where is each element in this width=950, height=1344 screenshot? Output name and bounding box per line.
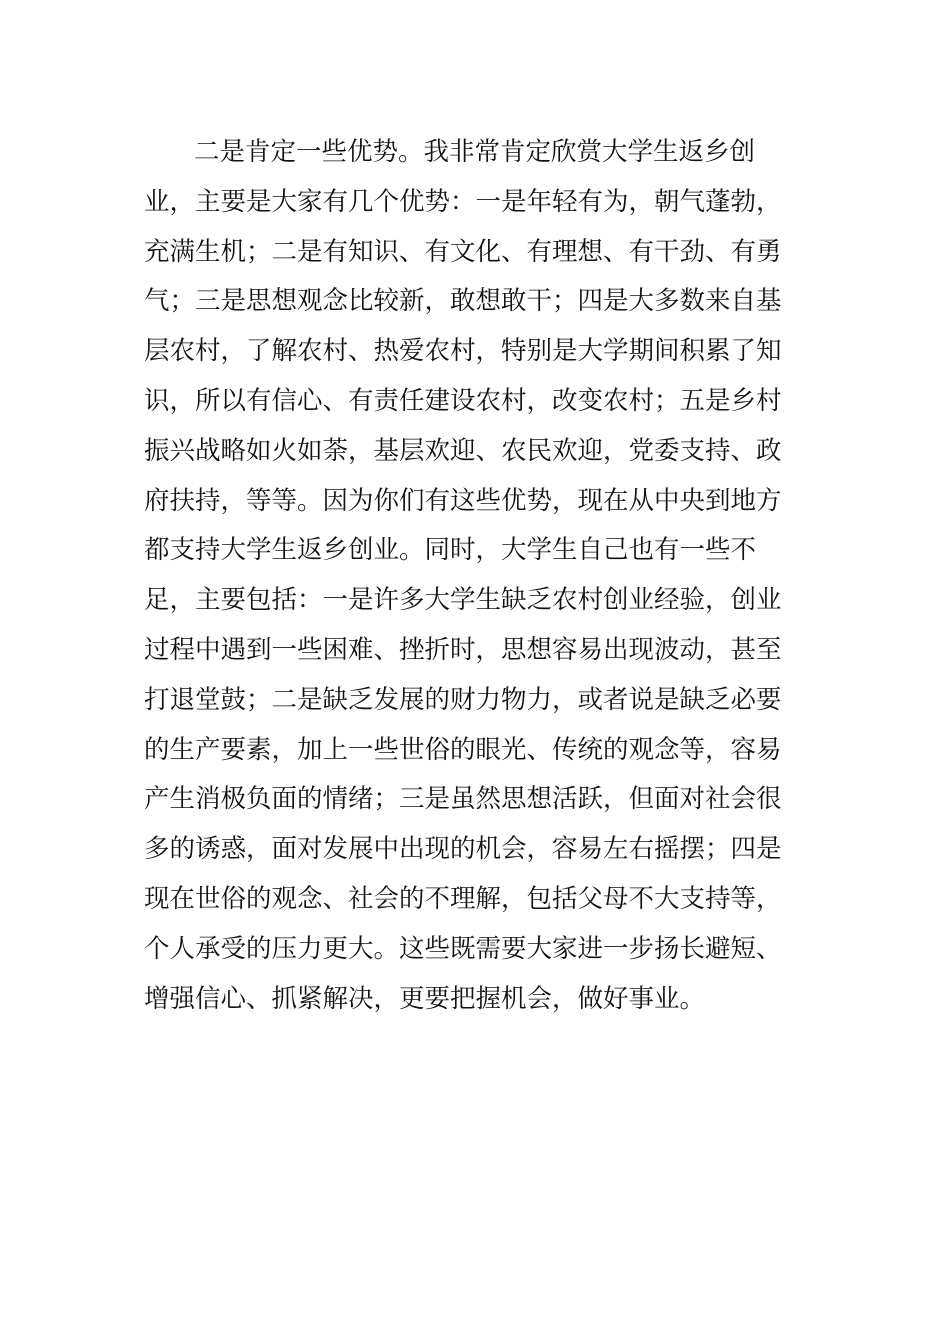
paragraph-line: 振兴战略如火如荼，基层欢迎、农民欢迎，党委支持、政: [144, 435, 782, 466]
paragraph-line: 业，主要是大家有几个优势：一是年轻有为，朝气蓬勃，: [144, 186, 782, 217]
paragraph-line: 现在世俗的观念、社会的不理解，包括父母不大支持等，: [144, 883, 782, 914]
body-paragraph: [144, 128, 808, 1024]
paragraph-line: 二是肯定一些优势。我非常肯定欣赏大学生返乡创: [194, 137, 756, 167]
paragraph-line: 足，主要包括：一是许多大学生缺乏农村创业经验，创业: [144, 585, 782, 616]
paragraph-line: 层农村，了解农村、热爱农村，特别是大学期间积累了知: [144, 336, 782, 367]
paragraph-line: 增强信心、抓紧解决，更要把握机会，做好事业。: [144, 983, 706, 1014]
paragraph-line: 的生产要素，加上一些世俗的眼光、传统的观念等，容易: [144, 734, 782, 765]
paragraph-line: 府扶持，等等。因为你们有这些优势，现在从中央到地方: [144, 485, 782, 516]
paragraph-line: 过程中遇到一些困难、挫折时，思想容易出现波动，甚至: [144, 634, 782, 665]
paragraph-line: 充满生机；二是有知识、有文化、有理想、有干劲、有勇: [144, 236, 782, 267]
paragraph-line: 打退堂鼓；二是缺乏发展的财力物力，或者说是缺乏必要: [144, 684, 782, 715]
paragraph-line: 气；三是思想观念比较新，敢想敢干；四是大多数来自基: [144, 286, 782, 317]
paragraph-line: 产生消极负面的情绪；三是虽然思想活跃，但面对社会很: [144, 784, 782, 815]
paragraph-line: 都支持大学生返乡创业。同时，大学生自己也有一些不: [144, 535, 757, 566]
paragraph-line: 多的诱惑，面对发展中出现的机会，容易左右摇摆；四是: [144, 834, 782, 865]
paragraph-line: 识，所以有信心、有责任建设农村，改变农村；五是乡村: [144, 385, 782, 416]
paragraph-line: 个人承受的压力更大。这些既需要大家进一步扬长避短、: [144, 933, 782, 964]
